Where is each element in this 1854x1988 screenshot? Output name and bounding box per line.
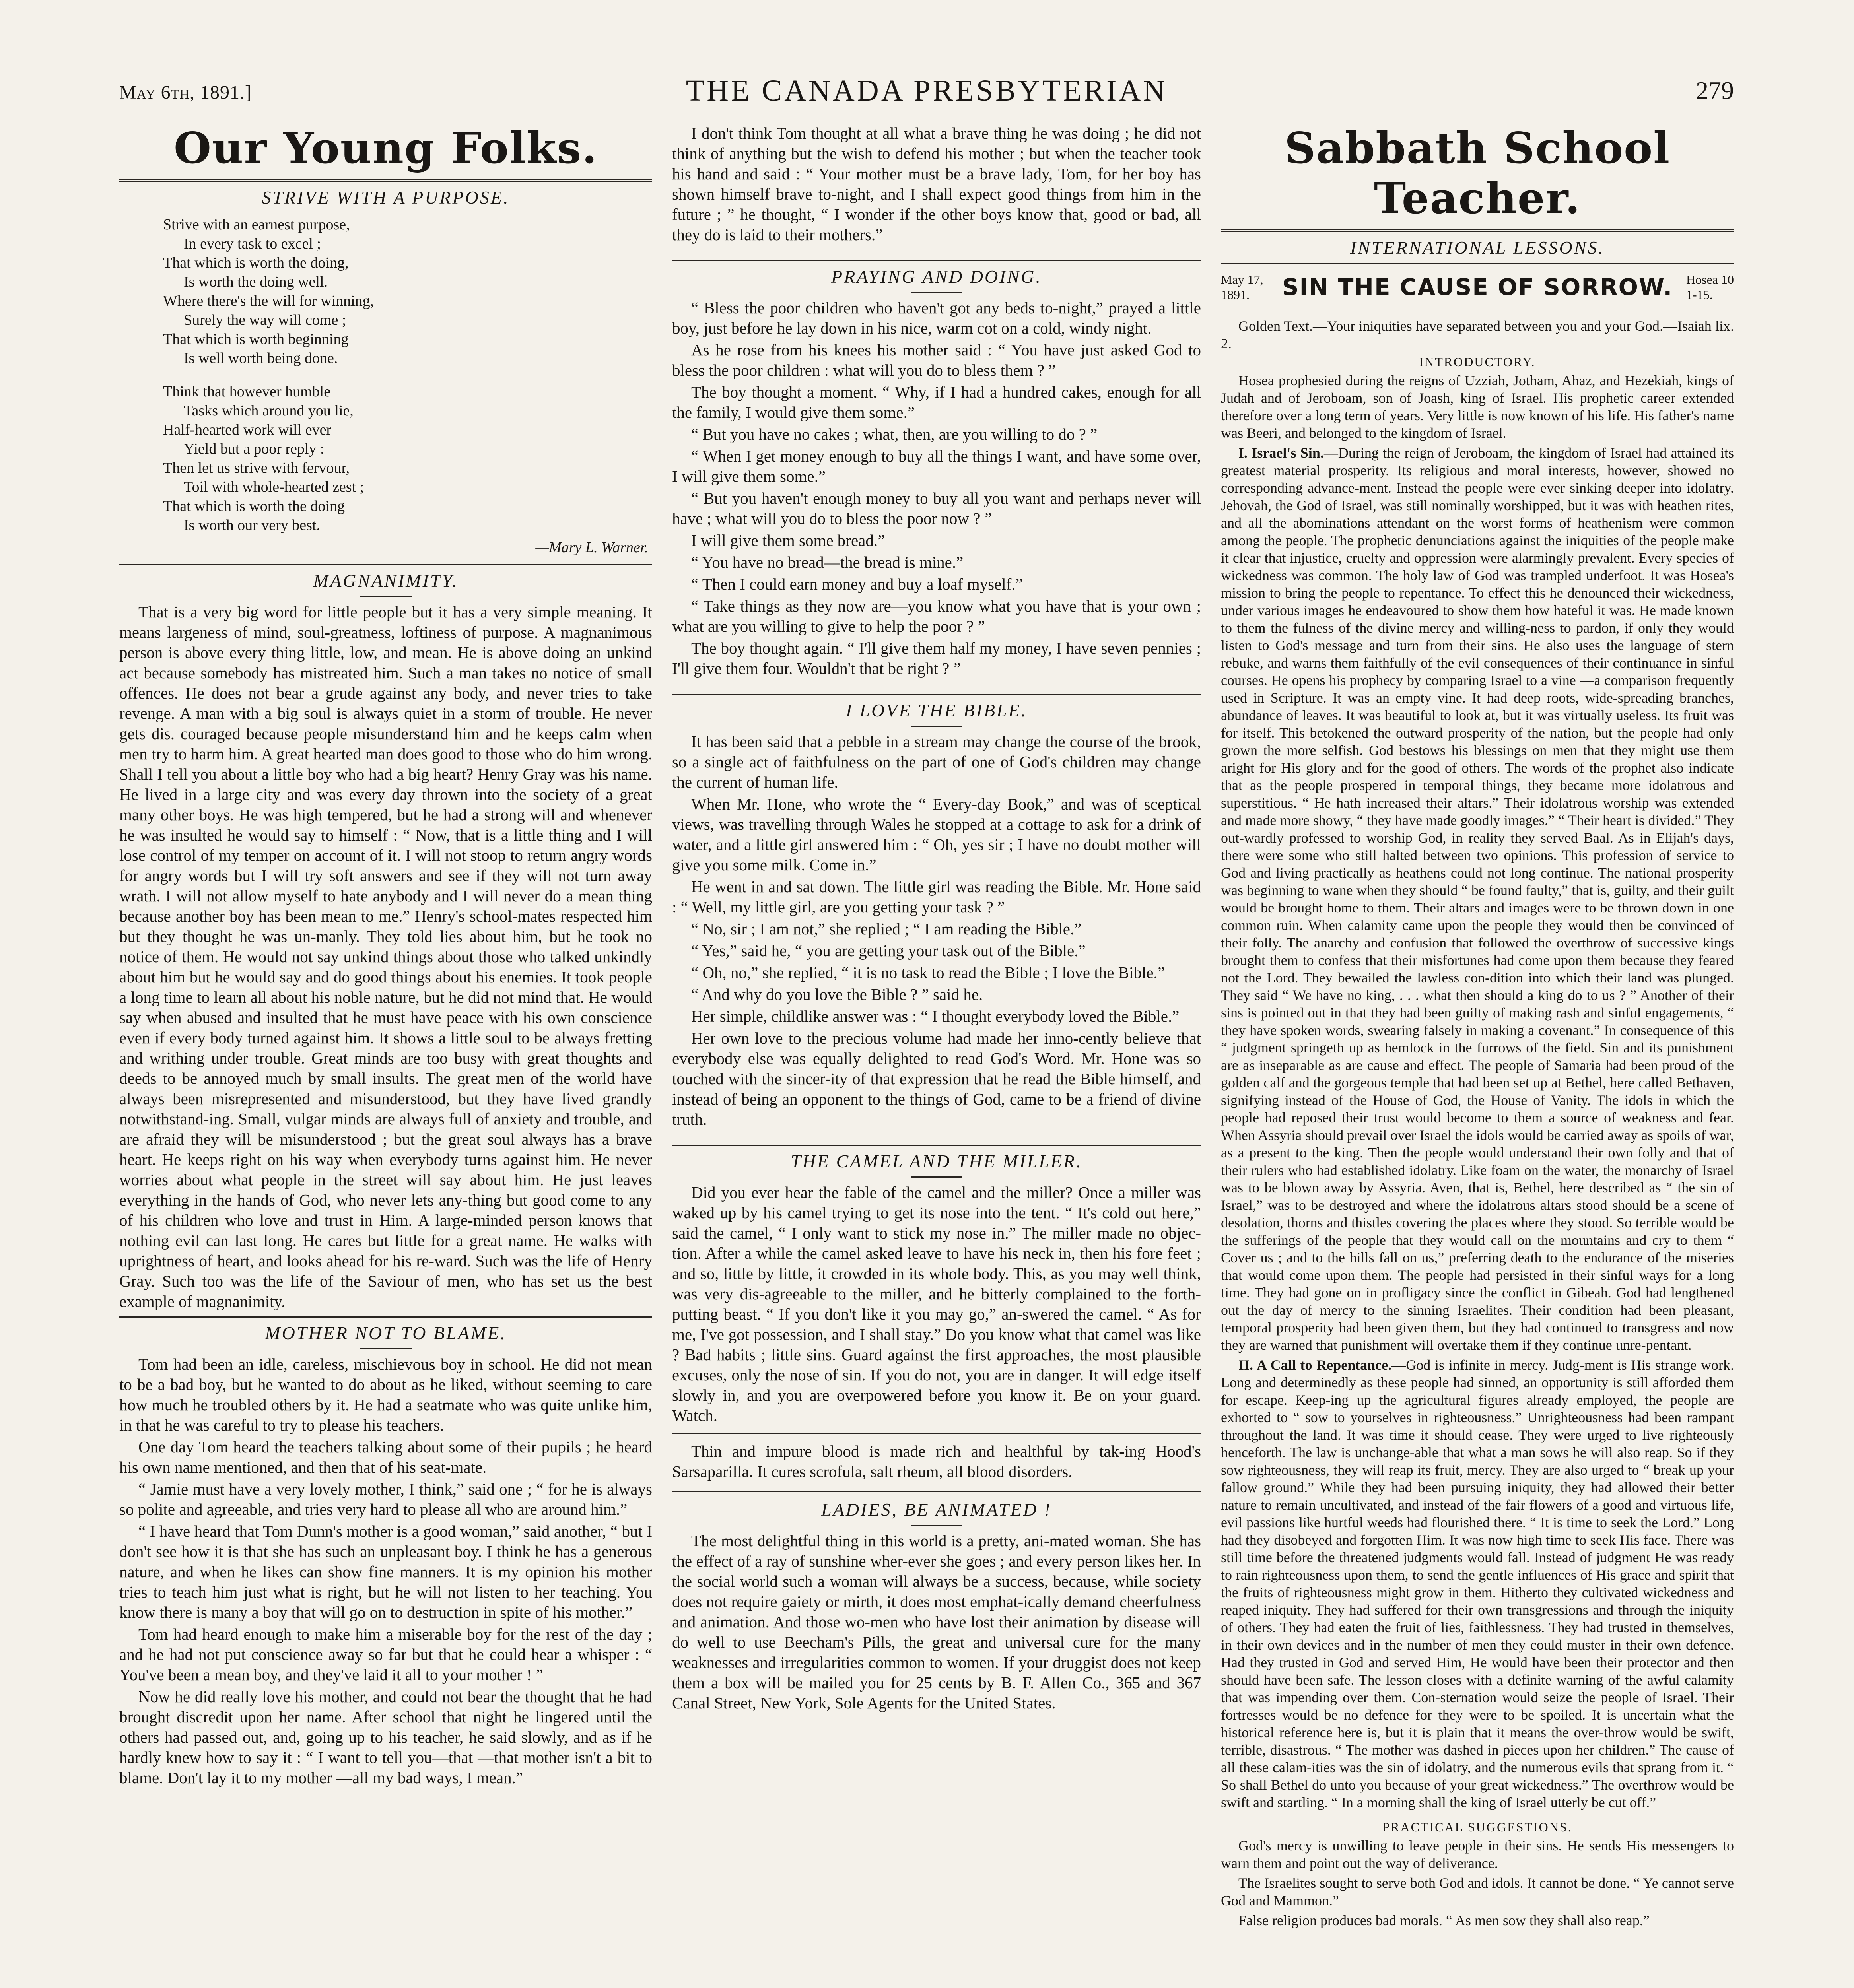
masthead-title: THE CANADA PRESBYTERIAN [686, 74, 1168, 107]
part-label: II. A Call to Repentance. [1238, 1357, 1392, 1373]
paragraph: The boy thought a moment. “ Why, if I had a hundred cakes, enough for all the family, I would give them some.” [672, 383, 1201, 421]
paragraph: Now he did really love his mother, and could not bear the thought that he had brought discredit upon her name. After school that night he lingered until the others had passed out, and, going up to his teacher, he said slowly, and as if he hardly knew how to say it : “ I want to tell you—that —that mother isn't a bit to blame. Don't lay it to my mother —all my bad ways, I mean.” [119, 1687, 652, 1787]
paragraph: “ But you haven't enough money to buy all you want and perhaps never will have ; what will you do to bless the poor now ? ” [672, 489, 1201, 528]
paragraph: “ Bless the poor children who haven't got any beds to-night,” prayed a little boy, just before he lay down in his nice, warm cot on a cold, windy night. [672, 299, 1201, 337]
divider [911, 726, 962, 727]
divider [911, 292, 962, 293]
divider [1221, 263, 1734, 264]
poem [163, 215, 652, 557]
paragraph: “ And why do you love the Bible ? ” said he. [691, 985, 983, 1004]
article-camel [672, 1182, 1201, 1426]
paragraph: Tom had heard enough to make him a miserable boy for the rest of the day ; and he had not put conscience away so far but that he could hear a whisper : “ You've been a mean boy, and they've laid it all to your mother ! ” [119, 1625, 652, 1684]
poem-line: Yield but a poor reply : [184, 441, 325, 457]
paragraph: “ Take things as they now are—you know what you have that is your own ; what are you willing to give to help the poor ? ” [672, 597, 1201, 635]
article-title-magnanimity: MAGNANIMITY. [313, 571, 459, 591]
divider [911, 1176, 962, 1178]
paragraph: That is a very big word for little people but it has a very simple meaning. It means largeness of mind, soul-greatness, loftiness of purpose. A magnanimous person is above every thing little, low, and mean. He is above doing an unkind act because somebody has mistreated him. Such a man takes no notice of small offences. He does not bear a grude against any body, and never tries to take revenge. A man with a big soul is always quiet in a storm of trouble. He never gets dis. couraged because people misunderstand him and he keeps calm when men try to harm him. A great hearted man does good to those who do him wrong. Shall I tell you about a little boy who had a big heart? Henry Gray was his name. He lived in a large city and was every day thrown into the society of a great many other boys. He was high tempered, but he had a strong will and whenever he was insulted he would say to himself : “ Now, that is a little thing and I will lose control of my temper on account of it. I will not stoop to return angry words for angry words but I will try soft answers and see if they will not turn away wrath. I will not allow myself to hate anybody and I will never do a mean thing because another boy has been mean to me.” Henry's school-mates respected him but they thought he was un-manly. They told lies about him, but he took no notice of them. He would not say unkind things about those who talked unkindly about him but he would say and do good things about his enemies. It took people a long time to learn all about his noble nature, but he did not mind that. He would say when abused and insulted that he must have peace with his own conscience even if every body turned against him. It shows a little soul to be always fretting and writhing under trouble. Great minds are too busy with great thoughts and deeds to be annoyed much by small insults. The great men of the world have always been misrepresented and misunderstood, but they have lived grandly notwithstand-ing. Small, vulgar minds are always full of anxiety and trouble, and are afraid they will be misunderstood ; but the great soul always has a brave heart. He keeps right on his way when everybody turns against him. He never worries about what people in the street will say about him. He just leaves everything in the hands of God, who never lets any-thing but good come to any of his children who love and trust in Him. A large-minded person knows that nothing evil can last long. He cares but little for a great name. He walks with uprightness of heart, and looks ahead for his re-ward. Such was the life of Henry Gray. Such too was the life of the Saviour of men, who has set us the best example of magnanimity. [119, 603, 652, 1310]
paragraph: “ When I get money enough to buy all the things I want, and have some over, I will give them some.” [672, 447, 1201, 485]
paragraph: “ I have heard that Tom Dunn's mother is a good woman,” said another, “ but I don't see how it is that she has such an unpleasant boy. I think he has a generous nature, and when he likes can show fine manners. It is my opinion his mother tries to teach him just what is right, but he will not listen to her teaching. You know there is many a boy that will go on to destruction in spite of his mother.” [119, 1522, 652, 1621]
poem-line: Strive with an earnest purpose, [163, 216, 350, 233]
lesson-title: SIN THE CAUSE OF SORROW. [1282, 274, 1673, 301]
paragraph: “ Jamie must have a very lovely mother, I think,” said one ; “ for he is always so polite and agreeable, and tries very hard to please all who are around him.” [119, 1480, 652, 1518]
part-label: I. Israel's Sin. [1238, 445, 1324, 461]
lesson-reference: Hosea 10 1-15. [1686, 272, 1734, 302]
divider [360, 1348, 412, 1349]
divider [119, 564, 652, 565]
article-bible [672, 732, 1201, 1130]
poem-line: Half-hearted work will ever [163, 421, 332, 438]
column-right [1221, 123, 1734, 1988]
poem-line: Is worth the doing well. [184, 274, 328, 290]
paragraph: “ But you have no cakes ; what, then, are you willing to do ? ” [691, 425, 1098, 443]
divider [911, 1525, 962, 1526]
poem-line: Then let us strive with fervour, [163, 460, 350, 476]
page-header [119, 74, 1734, 113]
lesson-body [1221, 372, 1734, 1811]
article-mother-continued [672, 123, 1201, 245]
practical-heading: PRACTICAL SUGGESTIONS. [1382, 1820, 1572, 1834]
golden-text: Golden Text.—Your iniquities have separated between you and your God.—Isaiah lix. 2. [1221, 318, 1734, 351]
poem-line: Is worth our very best. [184, 517, 320, 534]
column-left [119, 123, 652, 1988]
article-title-praying: PRAYING AND DOING. [831, 266, 1042, 287]
paragraph: Her own love to the precious volume had made her inno-cently believe that everybody else was equally delighted to read God's Word. Mr. Hone was so touched with the sincer-ity of that expression that he read the Bible himself, and instead of being an opponent to the things of God, came to be a friend of divine truth. [672, 1029, 1201, 1128]
paragraph: Hosea prophesied during the reigns of Uzziah, Jotham, Ahaz, and Hezekiah, kings of Judah and of Jeroboam, son of Joash, king of Israel. His prophetic career extended therefore over a long term of years. Very little is now known of his life. His father's name was Beeri, and belonged to the kingdom of Israel. [1221, 373, 1734, 441]
article-title-mother: MOTHER NOT TO BLAME. [265, 1323, 507, 1343]
article-magnanimity [119, 602, 652, 1312]
paragraph: “ Yes,” said he, “ you are getting your task out of the Bible.” [691, 942, 1086, 960]
issue-date: May 6th, 1891.] [119, 82, 252, 103]
paragraph: “ You have no bread—the bread is mine.” [691, 553, 964, 571]
paragraph: I don't think Tom thought at all what a brave thing he was doing ; he did not think of anything but the wish to defend his mother ; but when the teacher took his hand and said : “ Your mother must be a brave lady, Tom, for her boy has shown himself brave to-night, and I shall expect good things from him in the future ; ” he thought, “ I wonder if the other boys know that, good or bad, all they do is laid to their mothers.” [672, 124, 1201, 244]
paragraph: “ Then I could earn money and buy a loaf myself.” [691, 575, 1023, 593]
paragraph: When Mr. Hone, who wrote the “ Every-day Book,” and was of sceptical views, was travelling through Wales he stopped at a cottage to ask for a drink of water, and a little girl answered him : “ Oh, yes sir ; I have no doubt mother will give you some milk. Come in.” [672, 795, 1201, 874]
section-subtitle: INTERNATIONAL LESSONS. [1350, 237, 1605, 258]
advertisement-sarsaparilla [672, 1433, 1201, 1492]
paragraph: “ No, sir ; I am not,” she replied ; “ I am reading the Bible.” [691, 920, 1082, 938]
poem-line: In every task to excel ; [184, 235, 321, 252]
introductory-heading: INTRODUCTORY. [1419, 355, 1536, 369]
poem-line: That which is worth beginning [163, 331, 349, 348]
divider [119, 179, 652, 182]
article-title-camel: THE CAMEL AND THE MILLER. [791, 1151, 1082, 1171]
poem-line: That which is worth the doing [163, 498, 345, 514]
paragraph: Her simple, childlike answer was : “ I thought everybody loved the Bible.” [691, 1007, 1180, 1025]
section-title-young-folks: Our Young Folks. [173, 123, 598, 173]
ad-text: Thin and impure blood is made rich and healthful by tak-ing Hood's Sarsaparilla. It cures scrofula, salt rheum, all blood disorders. [672, 1442, 1201, 1481]
paragraph: It has been said that a pebble in a stream may change the course of the brook, so a single act of faithfulness on the part of one of God's children may change the current of human life. [672, 732, 1201, 791]
paragraph: Did you ever hear the fable of the camel and the miller? Once a miller was waked up by his camel trying to get its nose into the tent. “ It's cold out here,” said the camel, “ I only want to stick my nose in.” The miller made no objec-tion. After a while the camel asked leave to have his neck in, then his fore feet ; and so, little by little, it crowded in its whole body. This, as you may well think, was very dis-agreeable to the miller, and he bitterly complained to the forth-putting beast. “ If you don't like it you may go,” an-swered the camel. “ As for me, I've got possession, and I shall stay.” Do you know what that camel was like ? Bad habits ; little sins. Guard against the first approaches, the most plausible excuses, only the nose of sin. If you do not, you are in danger. It will edge itself slowly in, and you are overpowered before you know it. Be on your guard. Watch. [672, 1183, 1201, 1425]
lesson-date: May 17, 1891. [1221, 272, 1263, 302]
article-praying [672, 298, 1201, 679]
page-number: 279 [1696, 76, 1734, 105]
divider [1221, 229, 1734, 232]
poem-author: —Mary L. Warner. [535, 539, 648, 556]
paragraph: As he rose from his knees his mother said : “ You have just asked God to bless the poor children : what will you do to bless them ? ” [672, 341, 1201, 379]
article-mother [119, 1354, 652, 1788]
poem-line: Toil with whole-hearted zest ; [184, 479, 364, 495]
divider [672, 694, 1201, 695]
divider [119, 1316, 652, 1318]
divider [672, 260, 1201, 261]
poem-line: Where there's the will for winning, [163, 293, 374, 309]
paragraph: God's mercy is unwilling to leave people in their sins. He sends His messengers to warn them and point out the way of deliverance. [1221, 1838, 1734, 1871]
poem-line: Tasks which around you lie, [184, 402, 354, 419]
paragraph: One day Tom heard the teachers talking about some of their pupils ; he heard his own name mentioned, and then that of his seat-mate. [119, 1438, 652, 1476]
article-ladies [672, 1531, 1201, 1713]
poem-line: Think that however humble [163, 383, 331, 400]
paragraph: I. Israel's Sin.—During the reign of Jeroboam, the kingdom of Israel had attained its greatest material prosperity. Its religious and moral interests, however, showed no corresponding advance-ment. Instead the people were ever sinking deeper into idolatry. Jehovah, the God of Israel, was still nominally worshipped, but it was with heathen rites, and all the abominations attendant on the worst forms of heathenism were common among the people. The prophetic denunciations against the iniquities of the people make it clear that injustice, cruelty and oppression were alarmingly prevalent. Every species of wickedness was common. The holy law of God was trampled underfoot. It was Hosea's mission to bring the people to repentance. To effect this he denounced their wickedness, under various images he endeavoured to show them how hateful it was. He made known to them the fulness of the divine mercy and willing-ness to pardon, if only they would listen to God's message and turn from their sins. He also uses the language of stern rebuke, and warns them faithfully of the evil consequences of their continuance in sinful courses. He opens his prophecy by comparing Israel to a vine —a comparison frequently used in Scripture. It was an empty vine. It had deep roots, wide-spreading branches, abundance of leaves. It was beautiful to look at, but it was virtually useless. Its fruit was for itself. This betokened the outward prosperity of the nation, but the people had only grown the more selfish. God bestows his blessings on men that they might use them aright for His glory and for the good of others. The words of the prophet also indicate that as the people prospered in temporal things, they became more idolatrous and superstitious. “ He hath increased their altars.” Their idolatrous worship was extended and made more showy, “ they have made goodly images.” “ Their heart is divided.” They out-wardly professed to worship God, in reality they served Baal. As in Elijah's days, there were some who still halted between two opinions. This profession of service to God and living practically as heathens could not long continue. The national prosperity was beginning to wane when they should “ be found faulty,” that is, guilty, and their guilt would be brought home to them. Their altars and images were to be thrown down in one common ruin. When calamity came upon the people they would then be convinced of their folly. The anarchy and confusion that followed the overthrow of successive kings brought them to confess that their misfortunes had come upon them because they feared not the Lord. They bewailed the lawless con-dition into which their land was plunged. They said “ We have no king, . . . what then should a king do to us ? ” Another of their sins is pointed out in that they had been guilty of making rash and sinful engagements, “ they have spoken words, swearing falsely in making a covenant.” In consequence of this “ judgment springeth up as hemlock in the furrows of the field. Sin and its punishment are as inseparable as are cause and effect. The people of Samaria had been proud of the golden calf and the gorgeous temple that had been set up at Bethel, here called Bethaven, signifying instead of the House of God, the House of Vanity. The idols in which the people had reposed their trust would become to them a source of weakness and fear. When Assyria should prevail over Israel the idols would be carried away as spoils of war, as a present to the king. Then the people would understand their own folly and that of their rulers who had established idolatry. Like foam on the water, the monarchy of Israel was to be blown away by Assyria. Aven, that is, Bethel, here described as “ the sin of Israel,” was to be destroyed and where the idolatrous altars stood should be a scene of desolation, thorns and thistles covering the places where they stood. So terrible would be the sufferings of the people that they would call on the mountains and cry to them “ Cover us ; and to the hills fall on us,” preferring death to the endurance of the miseries that would come upon them. The people had persisted in their sinful ways for a long time. They had gone on in profligacy since the conflict in Gibeah. God had lengthened out the day of mercy to the sinning Israelites. Their condition had been pleasant, temporal prosperity had been given them, but they had continued to transgress and now they are warned that punishment will overtake them if they continue unre-pentant. [1221, 445, 1734, 1353]
poem-title: STRIVE WITH A PURPOSE. [262, 187, 510, 208]
paragraph: “ Oh, no,” she replied, “ it is no task to read the Bible ; I love the Bible.” [691, 963, 1165, 982]
section-title-sabbath: Sabbath School Teacher. [1284, 123, 1671, 223]
poem-line: Surely the way will come ; [184, 312, 346, 328]
paragraph: I will give them some bread.” [691, 531, 885, 549]
column-middle [672, 123, 1201, 1988]
paragraph: The boy thought again. “ I'll give them half my money, I have seven pennies ; I'll give them four. Wouldn't that be right ? ” [672, 639, 1201, 678]
paragraph: He went in and sat down. The little girl was reading the Bible. Mr. Hone said : “ Well, my little girl, are you getting your task ? ” [672, 878, 1201, 916]
paragraph: II. A Call to Repentance.—God is infinite in mercy. Judg-ment is His strange work. Long and determinedly as these people had sinned, an opportunity is still afforded them for escape. Keep-ing up the agricultural figures already employed, the people are exhorted to “ sow to yourselves in righteousness.” Unrighteousness had been rampant throughout the land. It was time it should cease. They were urged to live righteously henceforth. The law is unchange-able that what a man sows he will also reap. So if they sow righteousness, they will reap its fruit, mercy. They are also urged to “ break up your fallow ground.” While they had been pursuing iniquity, they had allowed their better nature to remain uncultivated, and instead of the fair flowers of a good and virtuous life, evil passions like hurtful weeds had flourished there. “ It is time to seek the Lord.” Long had they disobeyed and forgotten Him. It was now high time to seek His face. There was still time before the threatened judgments would fall. Instead of judgment He was ready to rain righteousness upon them, to send the gentle influences of His grace and spirit that the fruits of righteousness might grow in them. Hitherto they cultivated wickedness and reaped iniquity. They had suffered for their own transgressions and through the iniquity of others. They had eaten the fruit of lies, faithlessness. They had trusted in themselves, in their own devices and in the number of men they could muster in their own defence. Had they trusted in God and served Him, He would have been their protector and then should have been safe. The lesson closes with a definite warning of the awful calamity that was impending over them. Con-sternation would seize the people of Israel. Their fortresses would be no defence for they were to be spoiled. It is uncertain what the historical reference here is, but it is plain that it means the over-throw would be swift, terrible, disastrous. “ The mother was dashed in pieces upon her children.” The cause of all these calam-ities was the sin of idolatry, and the numerous evils that sprang from it. “ So shall Bethel do unto you because of your great wickedness.” The overthrow would be swift and startling. “ In a morning shall the king of Israel utterly be cut off.” [1221, 1357, 1734, 1810]
lesson-heading [1221, 270, 1734, 313]
article-title-ladies: LADIES, BE ANIMATED ! [821, 1499, 1052, 1520]
divider [360, 596, 412, 597]
paragraph: Tom had been an idle, careless, mischievous boy in school. He did not mean to be a bad boy, but he wanted to do about as he liked, without seeming to care how much he troubled others by it. He had a seatmate who was quite unlike him, in that he was careful to try to please his teachers. [119, 1355, 652, 1434]
poem-line: That which is worth the doing, [163, 254, 349, 271]
practical-suggestions [1221, 1837, 1734, 1929]
paragraph: The Israelites sought to serve both God and idols. It cannot be done. “ Ye cannot serve God and Mammon.” [1221, 1875, 1734, 1908]
paragraph: False religion produces bad morals. “ As men sow they shall also reap.” [1238, 1912, 1650, 1928]
poem-line: Is well worth being done. [184, 350, 338, 367]
divider [672, 1145, 1201, 1146]
article-title-bible: I LOVE THE BIBLE. [845, 700, 1028, 720]
paragraph: The most delightful thing in this world is a pretty, ani-mated woman. She has the effect of a ray of sunshine wher-ever she goes ; and every person likes her. In the social world such a woman will always be a success, because, while society does not require gaiety or mirth, it does most emphat-ically demand cheerfulness and animation. And those wo-men who have lost their animation by disease will do well to use Beecham's Pills, the great and universal cure for the many weaknesses and irregularities common to women. If your druggist does not keep them a box will be mailed you for 25 cents by B. F. Allen Co., 365 and 367 Canal Street, New York, Sole Agents for the United States. [672, 1532, 1201, 1712]
